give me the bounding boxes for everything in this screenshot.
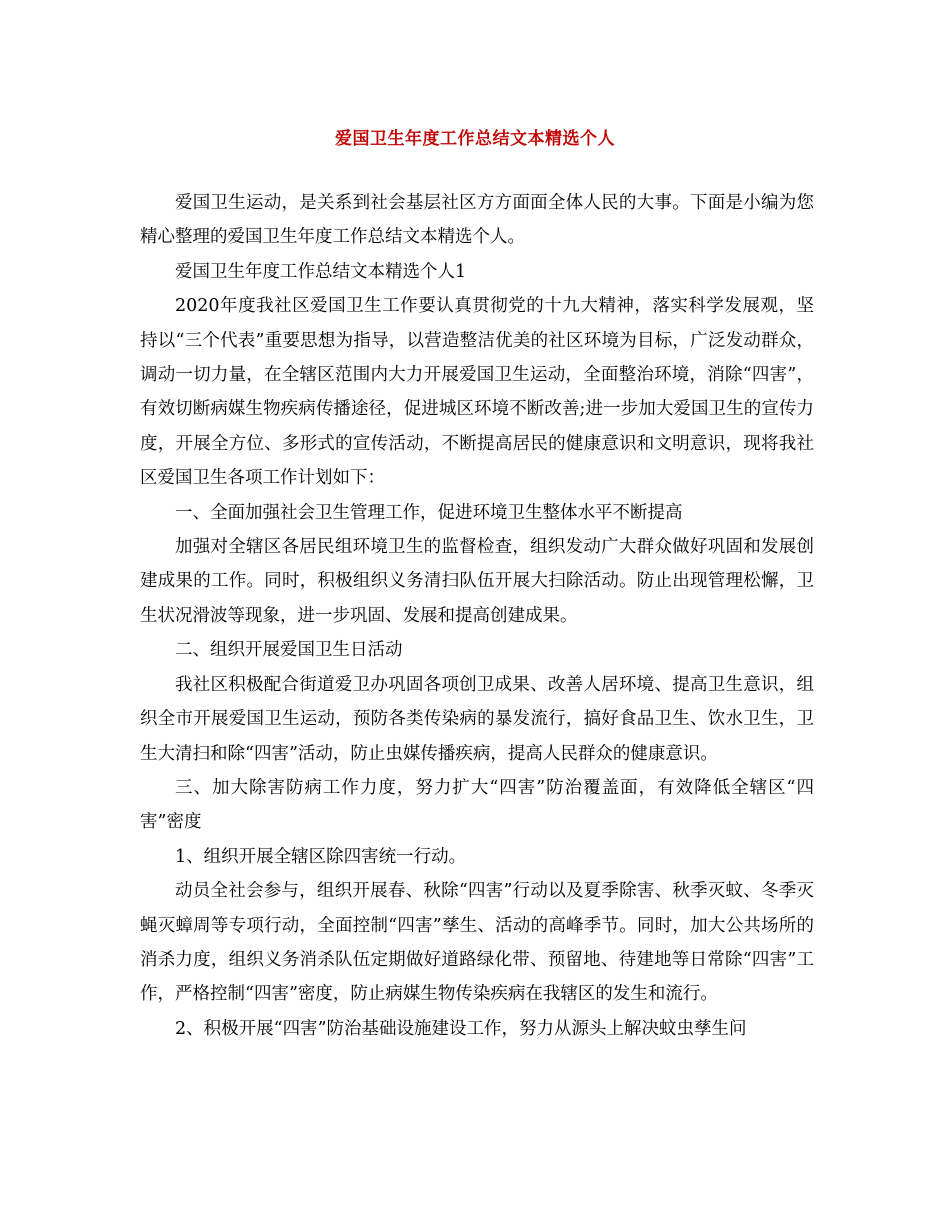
section-heading-1: 爱国卫生年度工作总结文本精选个人1 — [175, 261, 467, 282]
section-heading-2: 一、全面加强社会卫生管理工作，促进环境卫生整体水平不断提高 — [175, 502, 683, 523]
document-title: 爱国卫生年度工作总结文本精选个人 — [335, 129, 615, 149]
paragraph-health-day: 我社区积极配合街道爱卫办巩固各项创卫成果、改善人居环境、提高卫生意识，组织全市开展爱国卫生运动，预防各类传染病的暴发流行，搞好食品卫生、饮水卫生，卫生大清扫和除“四害”活动，防止虫媒传播疾病，提高人民群众的健康意识。 — [140, 674, 814, 764]
paragraph-pest-control: 动员全社会参与，组织开展春、秋除“四害”行动以及夏季除害、秋季灭蚊、冬季灭蝇灭蟑周等专项行动，全面控制“四害”孳生、活动的高峰季节。同时，加大公共场所的消杀力度，组织义务消杀队伍定期做好道路绿化带、预留地、待建地等日常除“四害”工作，严格控制“四害”密度，防止病媒生物传染疾病在我辖区的发生和流行。 — [140, 881, 814, 1005]
list-item-2: 2、积极开展“四害”防治基础设施建设工作，努力从源头上解决蚊虫孳生问 — [175, 1018, 747, 1039]
list-item-1: 1、组织开展全辖区除四害统一行动。 — [175, 846, 467, 867]
paragraph-overview: 2020年度我社区爱国卫生工作要认真贯彻党的十九大精神，落实科学发展观，坚持以“三个代表”重要思想为指导，以营造整洁优美的社区环境为目标，广泛发动群众，调动一切力量，在全辖区范围内大力开展爱国卫生运动，全面整治环境，消除“四害”，有效切断病媒生物疾病传播途径，促进城区环境不断改善;进一步加大爱国卫生的宣传力度，开展全方位、多形式的宣传活动，不断提高居民的健康意识和文明意识，现将我社区爱国卫生各项工作计划如下： — [140, 296, 814, 489]
paragraph-intro: 爱国卫生运动，是关系到社会基层社区方方面面全体人民的大事。下面是小编为您精心整理的爱国卫生年度工作总结文本精选个人。 — [140, 193, 814, 248]
section-heading-3: 二、组织开展爱国卫生日活动 — [175, 640, 403, 661]
paragraph-supervision: 加强对全辖区各居民组环境卫生的监督检查，组织发动广大群众做好巩固和发展创建成果的工作。同时，积极组织义务清扫队伍开展大扫除活动。防止出现管理松懈，卫生状况滑波等现象，进一步巩固、发展和提高创建成果。 — [140, 537, 814, 626]
section-heading-4: 三、加大除害防病工作力度，努力扩大“四害”防治覆盖面，有效降低全辖区“四害”密度 — [140, 777, 814, 833]
document-body — [140, 186, 814, 1046]
